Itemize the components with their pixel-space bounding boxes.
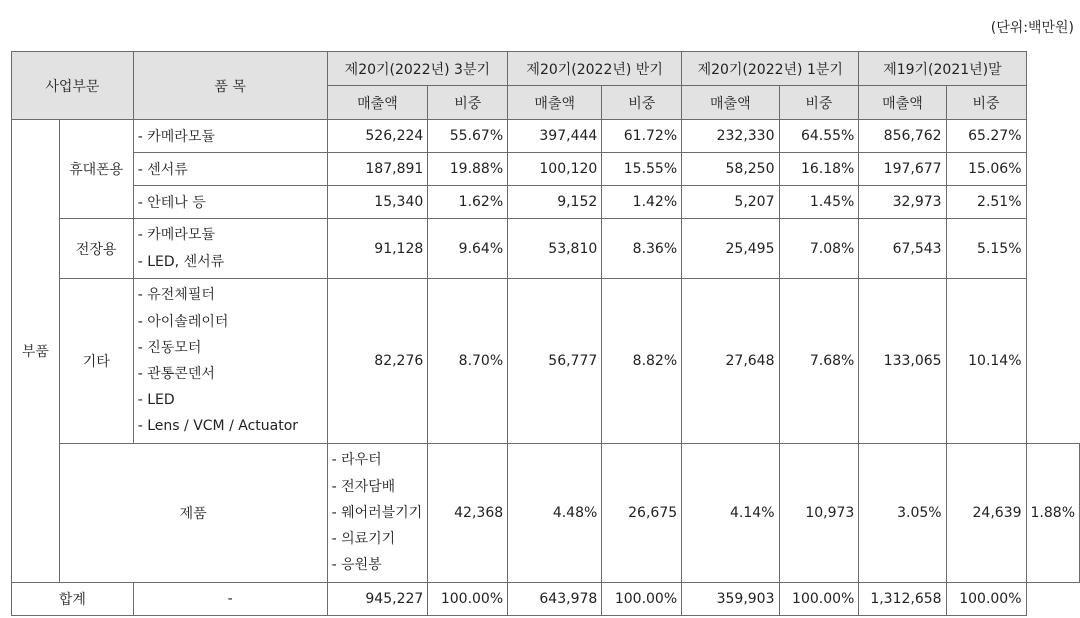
item-list-cell bbox=[133, 279, 327, 444]
subgroup-automotive-label: 전장용 bbox=[59, 219, 133, 279]
item-list-cell bbox=[327, 444, 428, 583]
sales-cell: 526,224 bbox=[327, 120, 428, 153]
sales-cell: 67,543 bbox=[859, 219, 946, 279]
ratio-cell: 1.45% bbox=[779, 186, 859, 219]
sales-cell: 5,207 bbox=[682, 186, 779, 219]
table-row bbox=[12, 279, 1080, 444]
header-period-2: 제20기(2022년) 반기 bbox=[508, 52, 682, 86]
sales-cell: 197,677 bbox=[859, 153, 946, 186]
sales-cell: 58,250 bbox=[682, 153, 779, 186]
item-line: - LED bbox=[137, 392, 175, 409]
total-item-cell: - bbox=[133, 583, 327, 616]
ratio-cell: 7.68% bbox=[779, 279, 859, 444]
item-line: - LED, 센서류 bbox=[137, 253, 225, 270]
ratio-cell: 15.06% bbox=[946, 153, 1026, 186]
item-line: - 응원봉 bbox=[331, 557, 382, 574]
header-division: 사업부문 bbox=[12, 52, 134, 120]
ratio-cell: 7.08% bbox=[779, 219, 859, 279]
item-line: - Lens / VCM / Actuator bbox=[137, 418, 299, 435]
ratio-cell: 8.70% bbox=[428, 279, 508, 444]
item-cell: - 카메라모듈 bbox=[133, 120, 327, 153]
ratio-cell: 5.15% bbox=[946, 219, 1026, 279]
ratio-cell: 16.18% bbox=[779, 153, 859, 186]
subgroup-others-label: 기타 bbox=[59, 279, 133, 444]
sales-cell: 25,495 bbox=[682, 219, 779, 279]
table-row bbox=[12, 153, 1080, 186]
item-line: - 의료기기 bbox=[331, 531, 396, 548]
header-period-1: 제20기(2022년) 3분기 bbox=[327, 52, 508, 86]
sales-cell: 359,903 bbox=[682, 583, 779, 616]
sales-cell: 397,444 bbox=[508, 120, 602, 153]
sales-cell: 1,312,658 bbox=[859, 583, 946, 616]
sales-cell: 945,227 bbox=[327, 583, 428, 616]
ratio-cell: 9.64% bbox=[428, 219, 508, 279]
header-item: 품 목 bbox=[133, 52, 327, 120]
header-period-4: 제19기(2021년)말 bbox=[859, 52, 1026, 86]
ratio-cell: 55.67% bbox=[428, 120, 508, 153]
ratio-cell: 10.14% bbox=[946, 279, 1026, 444]
item-line: - 웨어러블기기 bbox=[331, 504, 423, 521]
item-line: - 아이솔레이터 bbox=[137, 313, 229, 330]
sales-cell: 42,368 bbox=[428, 444, 508, 583]
ratio-cell: 1.62% bbox=[428, 186, 508, 219]
header-ratio: 비중 bbox=[779, 86, 859, 120]
ratio-cell: 8.82% bbox=[602, 279, 682, 444]
item-line: - 유전체필터 bbox=[137, 287, 215, 304]
sales-cell: 53,810 bbox=[508, 219, 602, 279]
sales-cell: 91,128 bbox=[327, 219, 428, 279]
table-row bbox=[12, 219, 1080, 279]
item-line: - 라우터 bbox=[331, 452, 382, 469]
sales-cell: 32,973 bbox=[859, 186, 946, 219]
sales-cell: 9,152 bbox=[508, 186, 602, 219]
header-sales: 매출액 bbox=[508, 86, 602, 120]
sales-cell: 187,891 bbox=[327, 153, 428, 186]
ratio-cell: 2.51% bbox=[946, 186, 1026, 219]
ratio-cell: 3.05% bbox=[859, 444, 946, 583]
sales-cell: 643,978 bbox=[508, 583, 602, 616]
ratio-cell: 4.14% bbox=[682, 444, 779, 583]
item-cell: - 센서류 bbox=[133, 153, 327, 186]
table-row bbox=[12, 120, 1080, 153]
total-row bbox=[12, 583, 1080, 616]
ratio-cell: 64.55% bbox=[779, 120, 859, 153]
header-ratio: 비중 bbox=[602, 86, 682, 120]
item-cell: - 안테나 등 bbox=[133, 186, 327, 219]
table-row bbox=[12, 186, 1080, 219]
table-row bbox=[12, 444, 1080, 583]
sales-cell: 10,973 bbox=[779, 444, 859, 583]
sales-cell: 15,340 bbox=[327, 186, 428, 219]
header-period-3: 제20기(2022년) 1분기 bbox=[682, 52, 859, 86]
header-sales: 매출액 bbox=[327, 86, 428, 120]
sales-table bbox=[11, 51, 1080, 616]
ratio-cell: 1.88% bbox=[1026, 444, 1079, 583]
ratio-cell: 8.36% bbox=[602, 219, 682, 279]
ratio-cell: 100.00% bbox=[602, 583, 682, 616]
ratio-cell: 100.00% bbox=[946, 583, 1026, 616]
header-sales: 매출액 bbox=[682, 86, 779, 120]
sales-cell: 133,065 bbox=[859, 279, 946, 444]
total-label: 합계 bbox=[12, 583, 134, 616]
item-line: - 관통콘덴서 bbox=[137, 366, 215, 382]
ratio-cell: 4.48% bbox=[508, 444, 602, 583]
ratio-cell: 100.00% bbox=[428, 583, 508, 616]
sales-cell: 26,675 bbox=[602, 444, 682, 583]
ratio-cell: 1.42% bbox=[602, 186, 682, 219]
ratio-cell: 65.27% bbox=[946, 120, 1026, 153]
subgroup-mobile-label: 휴대폰용 bbox=[59, 120, 133, 219]
sales-cell: 856,762 bbox=[859, 120, 946, 153]
sales-cell: 56,777 bbox=[508, 279, 602, 444]
sales-cell: 232,330 bbox=[682, 120, 779, 153]
group-parts-label: 부품 bbox=[12, 120, 60, 583]
group-products-label: 제품 bbox=[59, 444, 327, 583]
header-sales: 매출액 bbox=[859, 86, 946, 120]
sales-cell: 82,276 bbox=[327, 279, 428, 444]
sales-cell: 100,120 bbox=[508, 153, 602, 186]
header-ratio: 비중 bbox=[428, 86, 508, 120]
ratio-cell: 15.55% bbox=[602, 153, 682, 186]
item-line: - 진동모터 bbox=[137, 339, 202, 356]
item-line: - 전자담배 bbox=[331, 478, 396, 495]
sales-cell: 24,639 bbox=[946, 444, 1026, 583]
header-ratio: 비중 bbox=[946, 86, 1026, 120]
sales-cell: 27,648 bbox=[682, 279, 779, 444]
ratio-cell: 19.88% bbox=[428, 153, 508, 186]
item-list-cell bbox=[133, 219, 327, 279]
unit-label: (단위:백만원) bbox=[990, 20, 1074, 36]
item-line: - 카메라모듈 bbox=[137, 227, 215, 244]
ratio-cell: 61.72% bbox=[602, 120, 682, 153]
ratio-cell: 100.00% bbox=[779, 583, 859, 616]
